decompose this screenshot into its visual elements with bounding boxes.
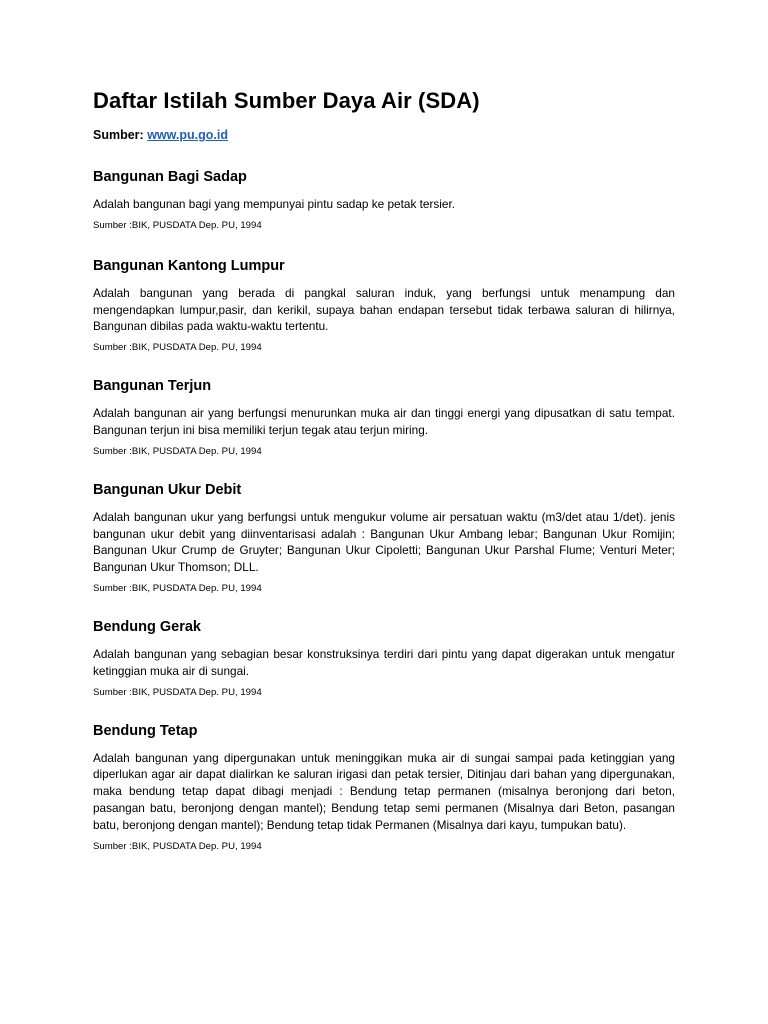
entry-source-citation: Sumber :BIK, PUSDATA Dep. PU, 1994 xyxy=(93,445,262,457)
entry-title: Bangunan Bagi Sadap xyxy=(93,169,247,185)
entry-source-citation: Sumber :BIK, PUSDATA Dep. PU, 1994 xyxy=(93,840,262,852)
glossary-entry-bendung-gerak xyxy=(93,617,675,699)
entry-title: Bangunan Ukur Debit xyxy=(93,481,242,498)
entry-source-citation: Sumber :BIK, PUSDATA Dep. PU, 1994 xyxy=(93,686,262,698)
glossary-entry-bangunan-kantong-lumpur xyxy=(93,256,675,354)
entry-definition: Adalah bangunan air yang berfungsi menurunkan muka air dan tinggi energi yang dipusatkan di satu tempat. Bangunan terjun ini bisa memiliki terjun tegak atau terjun miring. xyxy=(93,406,675,437)
glossary-entry-bangunan-bagi-sadap xyxy=(93,167,675,232)
entry-definition: Adalah bangunan ukur yang berfungsi untuk mengukur volume air persatuan waktu (m3/det atau 1/det). jenis bangunan ukur debit yang diinventarisasi adalah : Bangunan Ukur Ambang lebar; Bangunan Ukur Romijin; Bangunan Ukur Crump de Gruyter; Bangunan Ukur Cipoletti; Bangunan Ukur Parshal Flume; Venturi Meter; Bangunan Ukur Thomson; DLL. xyxy=(93,509,675,575)
glossary-entry-bendung-tetap xyxy=(93,721,675,853)
entry-title: Bangunan Terjun xyxy=(93,378,212,395)
entry-title: Bendung Tetap xyxy=(93,722,198,739)
document-title: Daftar Istilah Sumber Daya Air (SDA) xyxy=(93,88,480,113)
source-line xyxy=(93,126,675,144)
entry-title: Bendung Gerak xyxy=(93,618,201,635)
entry-definition: Adalah bangunan yang berada di pangkal saluran induk, yang berfungsi untuk menampung dan mengendapkan lumpur,pasir, dan kerikil, supaya bahan endapan tersebut tidak terbawa saluran di hilirnya, Bangunan dibilas pada waktu-waktu tertentu. xyxy=(93,285,675,334)
glossary-entry-bangunan-terjun xyxy=(93,376,675,458)
entry-source-citation: Sumber :BIK, PUSDATA Dep. PU, 1994 xyxy=(93,582,262,594)
source-link[interactable]: www.pu.go.id xyxy=(147,128,228,142)
entry-definition: Adalah bangunan yang dipergunakan untuk meninggikan muka air di sungai sampai pada ketinggian yang diperlukan agar air dapat dialirkan ke saluran irigasi dan petak tersier, Ditinjau dari bahan yang dipergunakan, maka bendung tetap dapat dibagi menjadi : Bendung tetap permanen (misalnya beronjong dari beton, pasangan batu, beronjong dengan mantel); Bendung tetap semi permanen (Misalnya dari Beton, pasangan batu, beronjong dengan mantel); Bendung tetap tidak Permanen (Misalnya dari kayu, tumpukan batu). xyxy=(93,750,675,832)
document-page xyxy=(93,86,675,853)
entry-source-citation: Sumber :BIK, PUSDATA Dep. PU, 1994 xyxy=(93,219,262,231)
source-label: Sumber: xyxy=(93,128,148,142)
entry-definition: Adalah bangunan yang sebagian besar konstruksinya terdiri dari pintu yang dapat digerakan untuk mengatur ketinggian muka air di sungai. xyxy=(93,646,675,678)
entry-source-citation: Sumber :BIK, PUSDATA Dep. PU, 1994 xyxy=(93,342,262,354)
entry-definition: Adalah bangunan bagi yang mempunyai pintu sadap ke petak tersier. xyxy=(93,197,456,211)
glossary-entry-bangunan-ukur-debit xyxy=(93,480,675,595)
entry-title: Bangunan Kantong Lumpur xyxy=(93,257,285,274)
